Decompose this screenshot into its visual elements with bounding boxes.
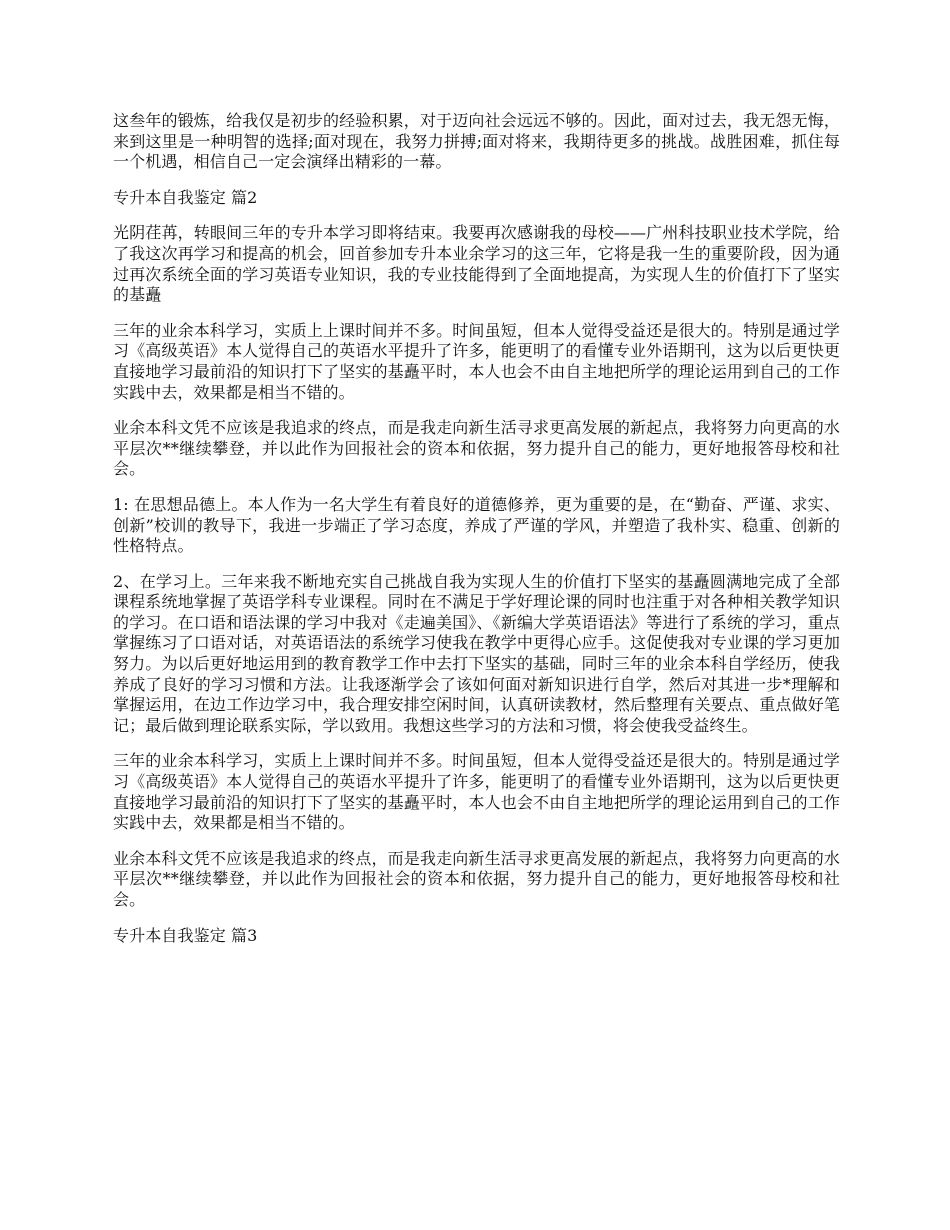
body-paragraph-study: 三年的业余本科学习，实质上上课时间并不多。时间虽短，但本人觉得受益还是很大的。特别是通过学习《高级英语》本人觉得自己的英语水平提升了许多，能更明了的看懂专业外语期刊，这为以后更快更直接地学习最前沿的知识打下了坚实的基矗平时，本人也会不由自主地把所学的理论运用到自己的工作实践中去，效果都是相当不错的。 bbox=[113, 320, 840, 402]
body-paragraph-morality: 1: 在思想品德上。本人作为一名大学生有着良好的道德修养，更为重要的是，在“勤奋、严谨、求实、创新”校训的教导下，我进一步端正了学习态度，养成了严谨的学风，并塑造了我朴实、稳重、创新的性格特点。 bbox=[113, 494, 840, 556]
document-page bbox=[113, 111, 840, 961]
intro-paragraph: 这叁年的锻炼，给我仅是初步的经验积累，对于迈向社会远远不够的。因此，面对过去，我无怨无悔，来到这里是一种明智的选择;面对现在，我努力拼搏;面对将来，我期待更多的挑战。战胜困难，抓住每一个机遇，相信自己一定会演绎出精彩的一幕。 bbox=[113, 111, 840, 172]
body-paragraph-gratitude: 光阴荏苒，转眼间三年的专升本学习即将结束。我要再次感谢我的母校——广州科技职业技术学院，给了我这次再学习和提高的机会，回首参加专升本业余学习的这三年，它将是我一生的重要阶段，因为通过再次系统全面的学习英语专业知识，我的专业技能得到了全面地提高，为实现人生的价值打下了坚实的基矗 bbox=[113, 223, 840, 305]
body-paragraph-goal-repeat: 业余本科文凭不应该是我追求的终点，而是我走向新生活寻求更高发展的新起点，我将努力向更高的水平层次**继续攀登，并以此作为回报社会的资本和依据，努力提升自己的能力，更好地报答母校和社会。 bbox=[113, 848, 840, 909]
section-heading-3: 专升本自我鉴定 篇3 bbox=[113, 925, 258, 945]
body-paragraph-learning: 2、在学习上。三年来我不断地充实自己挑战自我为实现人生的价值打下坚实的基矗圆满地完成了全部课程系统地掌握了英语学科专业课程。同时在不满足于学好理论课的同时也注重于对各种相关教学知识的学习。在口语和语法课的学习中我对《走遍美国》、《新编大学英语语法》等进行了系统的学习，重点掌握练习了口语对话，对英语语法的系统学习使我在教学中更得心应手。这促使我对专业课的学习更加努力。为以后更好地运用到的教育教学工作中去打下坚实的基础，同时三年的业余本科自学经历，使我养成了良好的学习习惯和方法。让我逐渐学会了该如何面对新知识进行自学，然后对其进一步*理解和掌握运用，在边工作边学习中，我合理安排空闲时间，认真研读教材，然后整理有关要点、重点做好笔记；最后做到理论联系实际，学以致用。我想这些学习的方法和习惯，将会使我受益终生。 bbox=[113, 571, 840, 735]
section-heading-2: 专升本自我鉴定 篇2 bbox=[113, 187, 258, 207]
body-paragraph-goal: 业余本科文凭不应该是我追求的终点，而是我走向新生活寻求更高发展的新起点，我将努力向更高的水平层次**继续攀登，并以此作为回报社会的资本和依据，努力提升自己的能力，更好地报答母校和社会。 bbox=[113, 418, 840, 479]
body-paragraph-study-repeat: 三年的业余本科学习，实质上上课时间并不多。时间虽短，但本人觉得受益还是很大的。特别是通过学习《高级英语》本人觉得自己的英语水平提升了许多，能更明了的看懂专业外语期刊，这为以后更快更直接地学习最前沿的知识打下了坚实的基矗平时，本人也会不由自主地把所学的理论运用到自己的工作实践中去，效果都是相当不错的。 bbox=[113, 751, 840, 833]
